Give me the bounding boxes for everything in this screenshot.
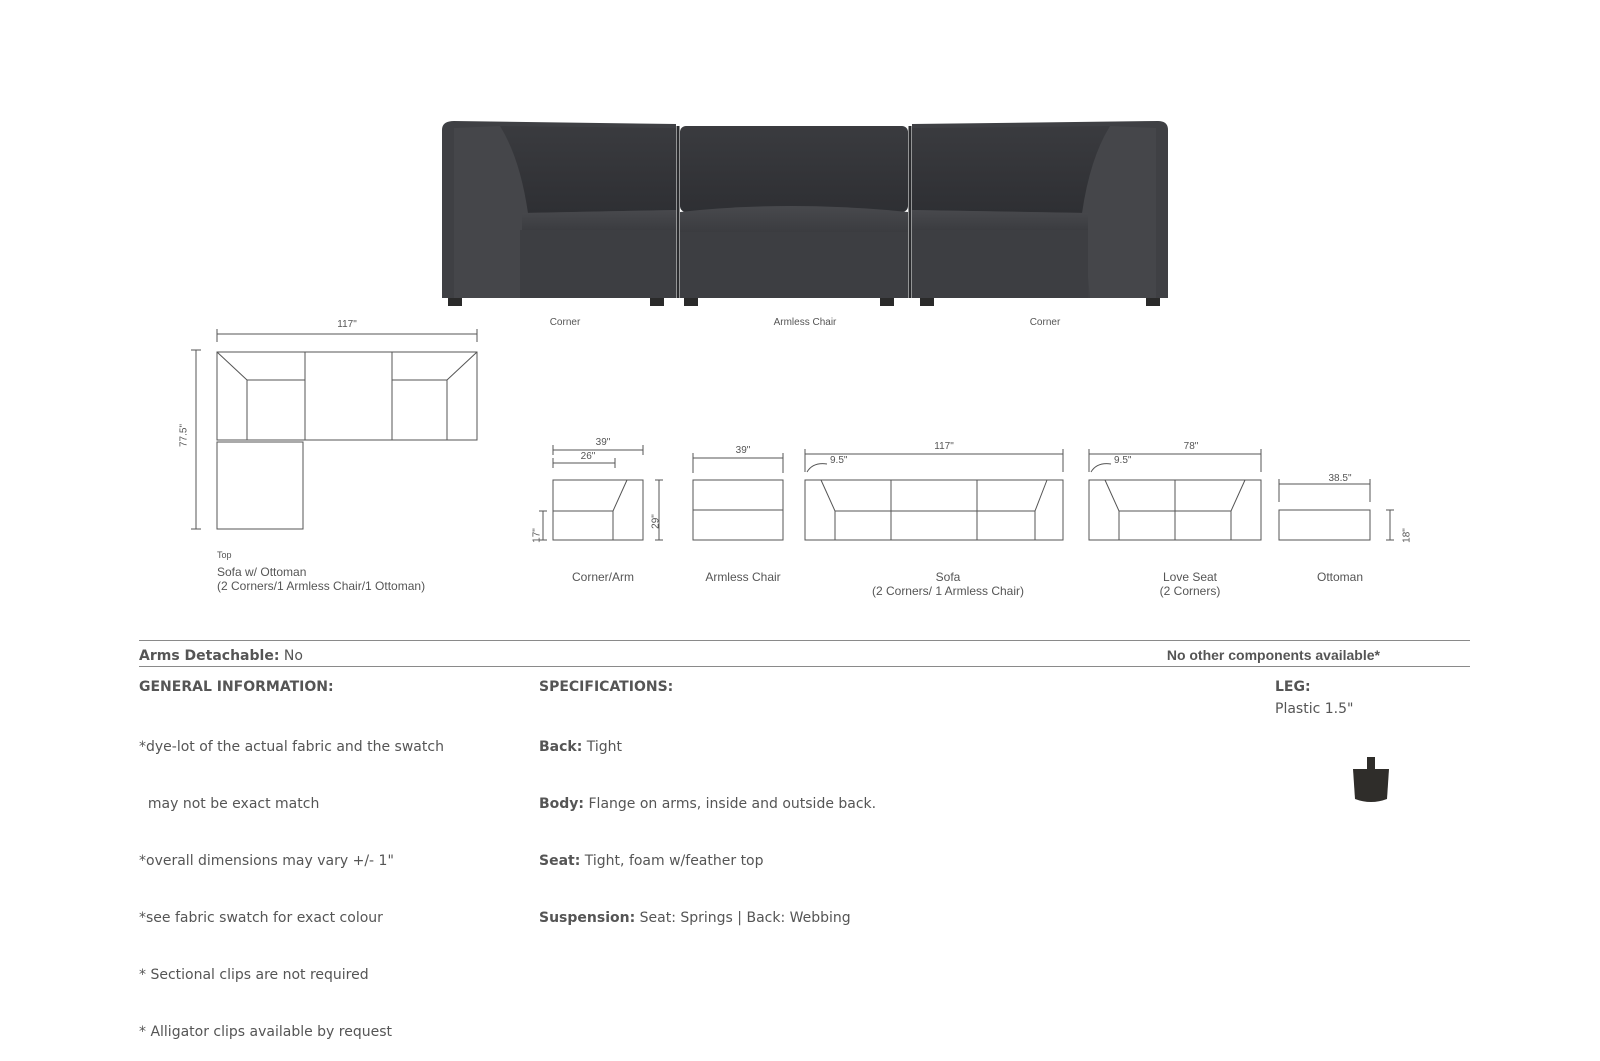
general-line: *dye-lot of the actual fabric and the swatch (139, 739, 444, 755)
general-line: * Alligator clips available by request (139, 1024, 393, 1040)
specs-title: SPECIFICATIONS: (539, 679, 674, 695)
loveseat-caption-title: Love Seat (1162, 570, 1218, 584)
loveseat-caption (1130, 570, 1250, 598)
armless-caption: Armless Chair (705, 570, 781, 584)
spec-seat (539, 852, 876, 871)
divider-bottom (139, 666, 1470, 667)
corner-caption: Corner/Arm (571, 570, 634, 584)
general-info-list (139, 700, 444, 1061)
top-view-title-line: Sofa w/ Ottoman (217, 565, 307, 579)
spec-back-label: Back: (539, 739, 583, 755)
arms-detachable-label: Arms Detachable: (139, 648, 280, 664)
spec-suspension-label: Suspension: (539, 910, 636, 926)
spec-suspension (539, 909, 876, 928)
general-line: *see fabric swatch for exact colour (139, 910, 383, 926)
ottoman-dim: 38.5" (1328, 473, 1352, 484)
leg-title: LEG: (1275, 679, 1311, 695)
spec-body (539, 795, 876, 814)
sofa-caption-title: Sofa (935, 570, 961, 584)
corner-height-dim: 29" (650, 514, 662, 529)
armless-elevation (693, 453, 783, 540)
spec-body-value: Flange on arms, inside and outside back. (584, 796, 877, 812)
sofa-arm-dim: 9.5" (830, 455, 848, 466)
general-line: *overall dimensions may vary +/- 1" (139, 853, 394, 869)
general-info-title: GENERAL INFORMATION: (139, 679, 334, 695)
top-view-drawing (175, 322, 485, 547)
components-note: No other components available* (1166, 647, 1380, 663)
ottoman-elevation (1279, 479, 1394, 540)
spec-seat-value: Tight, foam w/feather top (580, 853, 764, 869)
sofa-photo (440, 118, 1170, 318)
top-width-dim: 117" (337, 319, 357, 330)
ottoman-height-dim: 18" (1401, 528, 1413, 543)
photo-label-armless: Armless Chair (773, 317, 837, 328)
armless-dim: 39" (735, 445, 751, 456)
photo-label-corner-right: Corner (1029, 317, 1061, 328)
top-view-subtitle: (2 Corners/1 Armless Chair/1 Ottoman) (217, 579, 426, 593)
loveseat-arm-dim: 9.5" (1114, 455, 1132, 466)
elevation-drawings (525, 440, 1425, 560)
arms-detachable-value: No (279, 648, 303, 664)
spec-seat-label: Seat: (539, 853, 581, 869)
corner-dim-inner: 26" (580, 451, 596, 462)
leg-value: Plastic 1.5" (1275, 701, 1354, 717)
corner-dim-outer: 39" (595, 437, 611, 448)
corner-seat-dim: 17" (531, 528, 543, 543)
sofa-caption (838, 570, 1058, 598)
ottoman-caption: Ottoman (1316, 570, 1364, 584)
arms-detachable (139, 647, 303, 666)
spec-back-value: Tight (582, 739, 623, 755)
spec-suspension-value: Seat: Springs | Back: Webbing (635, 910, 851, 926)
sofa-caption-sub: (2 Corners/ 1 Armless Chair) (871, 584, 1025, 598)
loveseat-dim: 78" (1183, 441, 1199, 452)
divider-top (139, 640, 1470, 641)
plastic-leg-icon (1350, 755, 1392, 805)
specs-list (539, 700, 876, 947)
sofa-dim: 117" (934, 441, 954, 452)
spec-body-label: Body: (539, 796, 585, 812)
photo-label-corner-left: Corner (549, 317, 581, 328)
general-line: * Sectional clips are not required (139, 967, 369, 983)
top-depth-dim: 77.5" (178, 424, 190, 448)
spec-back (539, 738, 876, 757)
general-line: may not be exact match (139, 796, 320, 812)
loveseat-caption-sub: (2 Corners) (1159, 584, 1221, 598)
top-view-title (217, 565, 425, 593)
top-view-label: Top (217, 550, 232, 560)
